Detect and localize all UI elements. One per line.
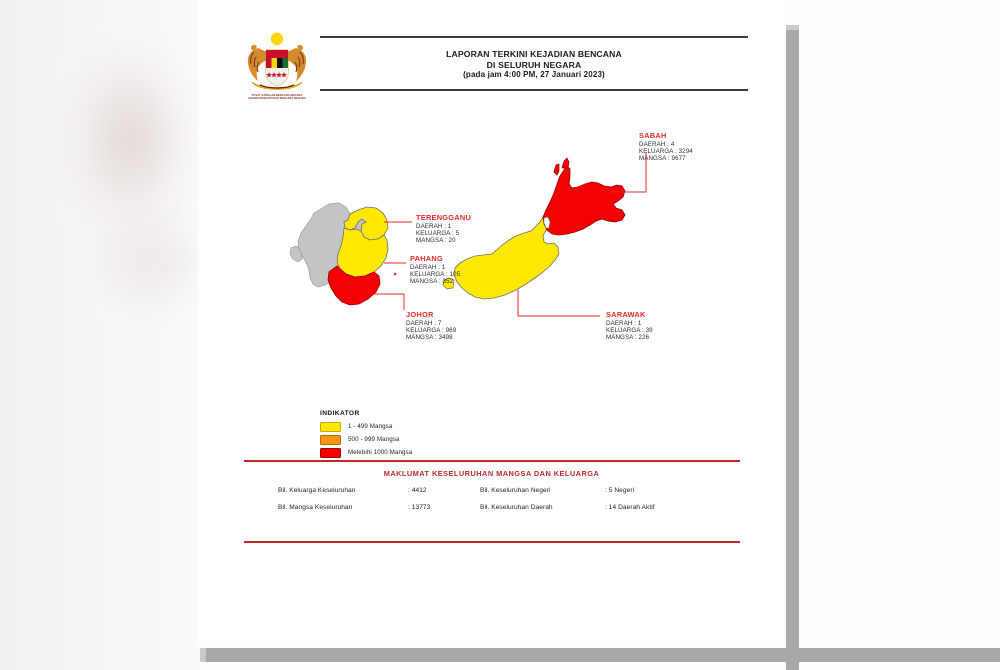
summary-key-keseluruhan-daerah: Bil. Keseluruhan Daerah [480, 504, 553, 511]
callout-pahang [410, 255, 460, 286]
callout-pahang-keluarga: KELUARGA : 105 [410, 271, 461, 278]
sabah-north-tip-2 [554, 164, 559, 175]
malaysia-coat-of-arms-icon [238, 30, 316, 108]
summary-key-keseluruhan-negeri: Bil. Keseluruhan Negeri [480, 487, 551, 494]
horizontal-scrollbar[interactable] [200, 648, 1000, 662]
summary-rule-bottom [244, 541, 740, 543]
legend-label-medium: 500 - 999 Mangsa [348, 436, 400, 443]
callout-sarawak-mangsa: MANGSA : 226 [606, 334, 650, 342]
header-title-block [320, 36, 748, 91]
callout-sabah [639, 132, 693, 163]
map-legend [320, 410, 412, 460]
callout-johor-state: JOHOR [406, 310, 434, 319]
legend-item-medium [320, 434, 412, 445]
crest-caption: PUSAT KAWALAN BENCANA NEGARA AGENSI PENGURUSAN BENCANA NEGARA [248, 94, 306, 101]
callout-johor-keluarga: KELUARGA : 969 [406, 327, 457, 334]
state-sabah-shape [543, 166, 625, 235]
horizontal-scrollbar-track-left[interactable] [200, 648, 206, 662]
callout-johor [406, 311, 456, 342]
map-marker-pahang [394, 273, 396, 275]
leader-line-johor [374, 294, 404, 310]
report-header [238, 30, 748, 115]
header-rule-bottom [320, 89, 748, 91]
callout-terengganu-state: TERENGGANU [416, 213, 472, 222]
malaysia-disaster-map [198, 118, 785, 383]
callout-sarawak-state: SARAWAK [606, 310, 646, 319]
summary-value-keseluruhan-negeri: : 5 Negeri [605, 487, 635, 494]
legend-item-high [320, 447, 412, 458]
vertical-scrollbar-track-top[interactable] [786, 25, 799, 30]
report-page [198, 0, 785, 645]
page-title-timestamp: (pada jam 4:00 PM, 27 Januari 2023) [463, 70, 605, 79]
legend-title: INDIKATOR [320, 410, 360, 417]
summary-key-mangsa-keseluruhan: Bil. Mangsa Keseluruhan [278, 504, 353, 511]
legend-item-low [320, 421, 412, 432]
vertical-scrollbar[interactable] [786, 25, 799, 670]
callout-pahang-mangsa: MANGSA : 352 [410, 278, 454, 286]
summary-grid [278, 487, 718, 511]
page-title-line1: LAPORAN TERKINI KEJADIAN BENCANA [446, 49, 622, 59]
callout-sabah-state: SABAH [639, 131, 667, 140]
callout-terengganu [416, 214, 471, 245]
summary-title: MAKLUMAT KESELURUHAN MANGSA DAN KELUARGA [383, 469, 600, 478]
callout-terengganu-daerah: DAERAH : 1 [416, 222, 452, 230]
callout-sabah-daerah: DAERAH : 4 [639, 140, 675, 148]
callout-sabah-mangsa: MANGSA : 9677 [639, 155, 686, 163]
callout-sarawak-daerah: DAERAH : 1 [606, 319, 642, 327]
summary-value-keluarga-keseluruhan: : 4412 [408, 487, 427, 494]
callout-johor-daerah: DAERAH : 7 [406, 319, 442, 327]
callout-terengganu-mangsa: MANGSA : 20 [416, 237, 456, 245]
callout-terengganu-keluarga: KELUARGA : 5 [416, 230, 460, 237]
summary-key-keluarga-keseluruhan: Bil. Keluarga Keseluruhan [278, 487, 356, 494]
callout-johor-mangsa: MANGSA : 3498 [406, 334, 453, 342]
legend-swatch-orange [320, 435, 341, 445]
page-title-line2: DI SELURUH NEGARA [486, 59, 582, 70]
summary-value-keseluruhan-daerah: : 14 Daerah Aktif [605, 504, 655, 511]
sabah-north-tip [562, 158, 569, 168]
callout-sarawak [606, 311, 653, 342]
legend-swatch-red [320, 448, 341, 458]
background-blur-artifact-2 [92, 200, 212, 320]
legend-swatch-yellow [320, 422, 341, 432]
callout-sabah-keluarga: KELUARGA : 3294 [639, 148, 693, 155]
summary-rule-top [244, 460, 740, 462]
legend-label-low: 1 - 499 Mangsa [348, 423, 393, 430]
callout-pahang-state: PAHANG [410, 254, 443, 263]
legend-label-high: Melebihi 1000 Mangsa [348, 449, 413, 456]
leader-line-sarawak [518, 290, 600, 316]
summary-value-mangsa-keseluruhan: : 13773 [408, 504, 431, 511]
callout-pahang-daerah: DAERAH : 1 [410, 263, 446, 271]
callout-sarawak-keluarga: KELUARGA : 39 [606, 327, 653, 334]
